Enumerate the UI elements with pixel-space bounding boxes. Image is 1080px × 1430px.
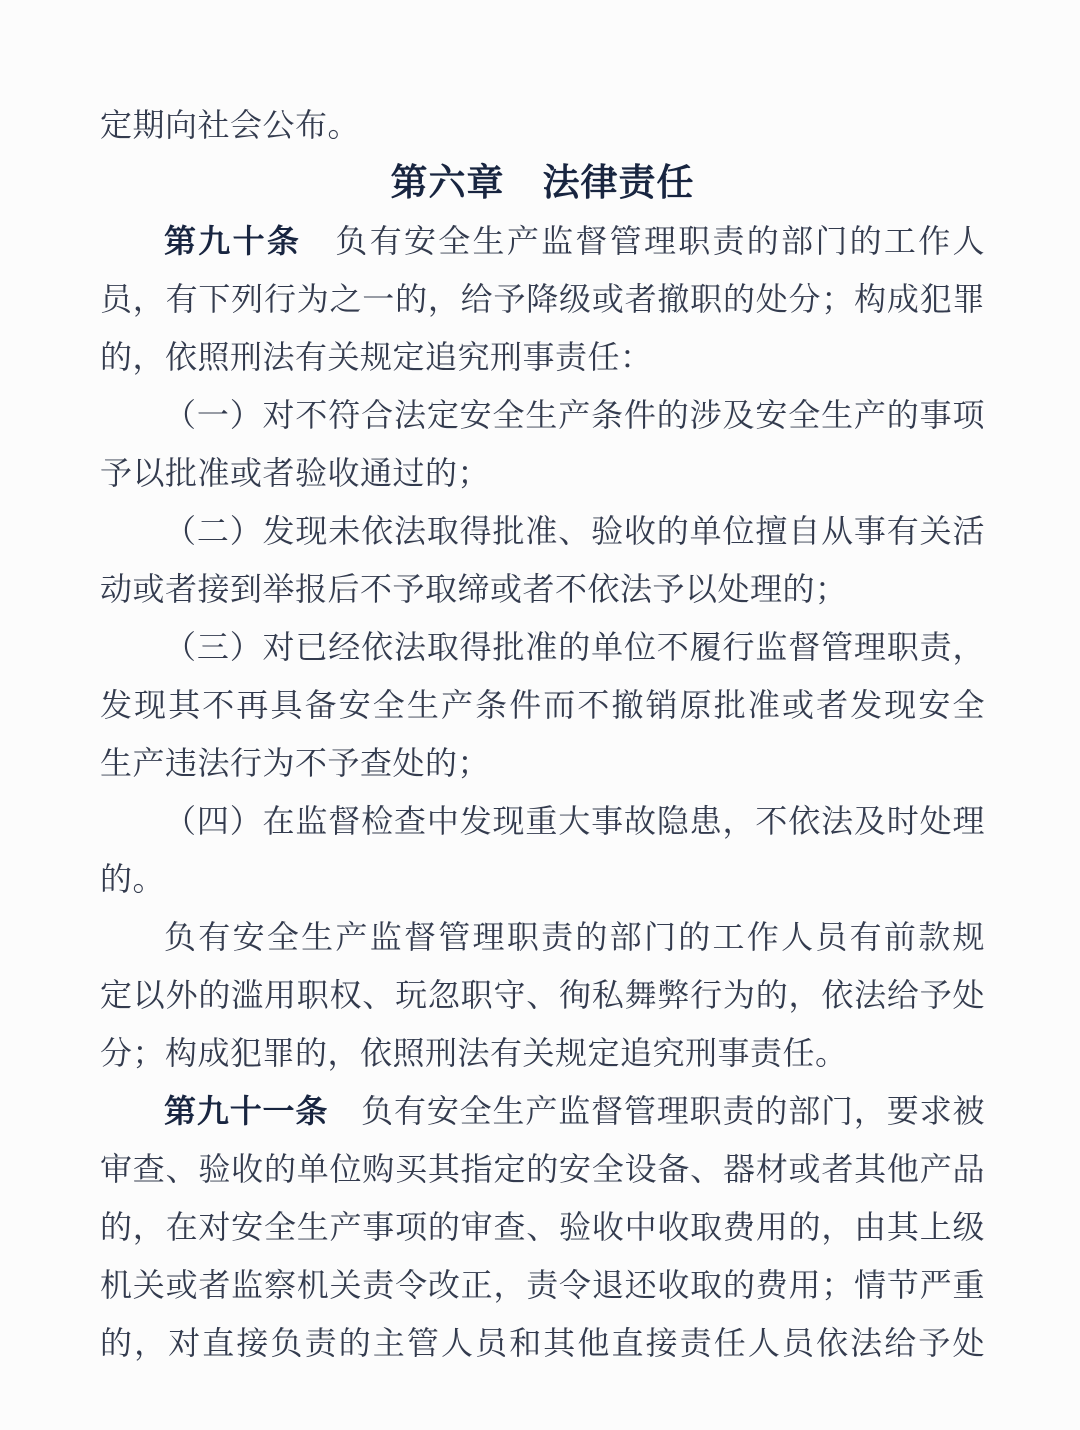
line-text: 负有安全生产监督管理职责的部门，要求被: [328, 1093, 985, 1129]
text-line: 负有安全生产监督管理职责的部门的工作人员有前款规: [164, 919, 985, 955]
article-91-first-line: [100, 1082, 985, 1140]
article-number: 第九十一条: [164, 1093, 329, 1129]
text-line: 审查、验收的单位购买其指定的安全设备、器材或者其他产品: [100, 1151, 985, 1187]
text-line: 的，在对安全生产事项的审查、验收中收取费用的，由其上级: [100, 1209, 985, 1245]
text-line: 发现其不再具备安全生产条件而不撤销原批准或者发现安全: [100, 687, 985, 723]
clause-4-line: （四）在监督检查中发现重大事故隐患，不依法及时处理: [164, 803, 985, 839]
text-line: 的，对直接负责的主管人员和其他直接责任人员依法给予处: [100, 1325, 985, 1361]
text-line: 的。: [100, 861, 166, 897]
text-line: 予以批准或者验收通过的；: [100, 455, 491, 491]
text-line: 生产违法行为不予查处的；: [100, 745, 491, 781]
text-line: 的，依照刑法有关规定追究刑事责任：: [100, 339, 653, 375]
text-line: 定期向社会公布。: [100, 107, 361, 143]
article-90-first-line: [100, 212, 985, 270]
clause-2-line: （二）发现未依法取得批准、验收的单位擅自从事有关活: [164, 513, 985, 549]
line-text: 负有安全生产监督管理职责的部门的工作人: [301, 223, 985, 259]
document-body: [100, 96, 985, 1372]
clause-1-line: （一）对不符合法定安全生产条件的涉及安全生产的事项: [164, 397, 985, 433]
text-line: 动或者接到举报后不予取缔或者不依法予以处理的；: [100, 571, 848, 607]
text-line: 员，有下列行为之一的，给予降级或者撤职的处分；构成犯罪: [100, 281, 985, 317]
text-line: 机关或者监察机关责令改正，责令退还收取的费用；情节严重: [100, 1267, 985, 1303]
text-line: 定以外的滥用职权、玩忽职守、徇私舞弊行为的，依法给予处: [100, 977, 985, 1013]
clause-3-line: （三）对已经依法取得批准的单位不履行监督管理职责，: [164, 629, 985, 665]
text-line: 分；构成犯罪的，依照刑法有关规定追究刑事责任。: [100, 1035, 848, 1071]
article-number: 第九十条: [164, 223, 302, 259]
chapter-heading: 第六章 法律责任: [390, 162, 695, 203]
